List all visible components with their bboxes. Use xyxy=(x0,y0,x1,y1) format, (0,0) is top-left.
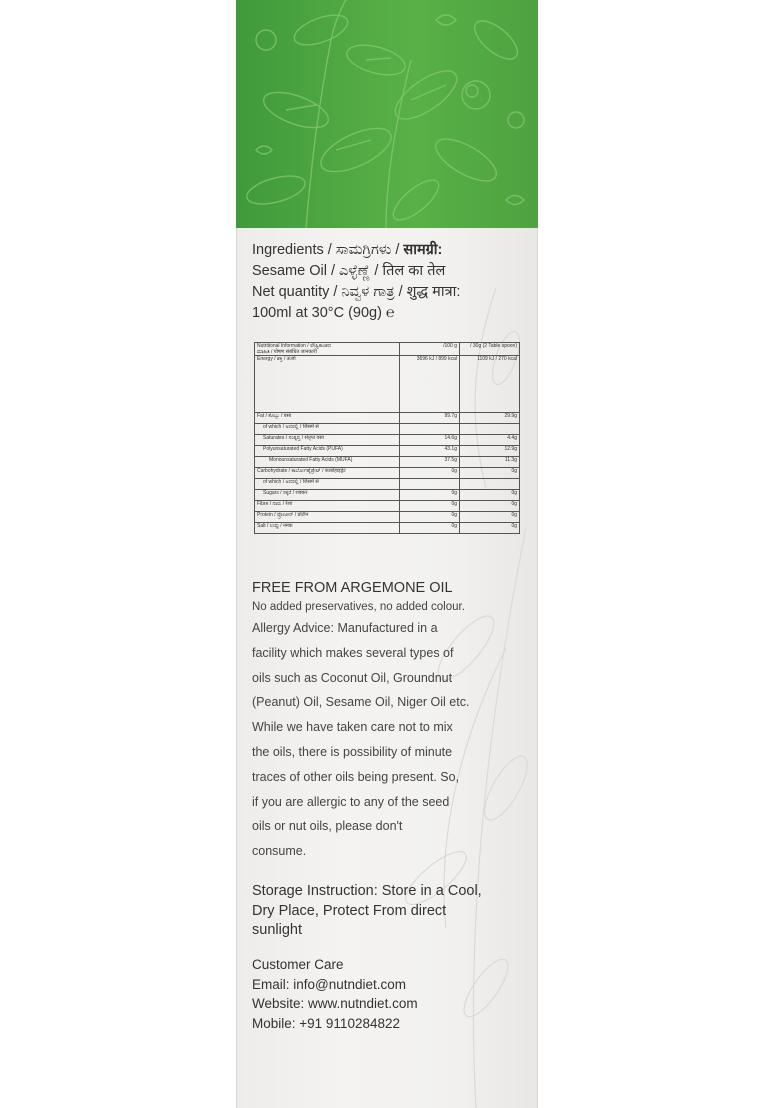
net-quantity-value: 100ml at 30°C (90g) ℮ xyxy=(252,305,395,321)
nutrition-row xyxy=(255,424,520,435)
nutrient-value-per100: 0g xyxy=(400,512,460,523)
allergy-line: Allergy Advice: Manufactured in a xyxy=(252,621,438,635)
ingredients-value: Sesame Oil / ಎಳ್ಳೆಣ್ಣೆ / तिल का तेल xyxy=(252,263,446,279)
nutrition-row xyxy=(255,457,520,468)
allergy-line: facility which makes several types of xyxy=(252,645,454,660)
nutrient-value-perserving: 12.9g xyxy=(460,446,520,457)
allergy-line: consume. xyxy=(252,844,307,859)
nutrient-value-perserving xyxy=(460,479,520,490)
nutrition-row xyxy=(255,435,520,446)
nutrient-value-perserving: 0g xyxy=(460,512,520,523)
nutrient-name: of which / ಅದರಲ್ಲಿ / जिसमें से xyxy=(255,424,400,435)
customer-care-block xyxy=(252,955,418,1033)
nutrition-row xyxy=(255,501,520,512)
nutrient-name: Fat / ಕೊಬ್ಬು / वसा xyxy=(255,413,400,424)
nutrition-row xyxy=(255,512,520,523)
allergy-line: oils such as Coconut Oil, Groundnut xyxy=(252,670,453,685)
nutrient-name: Saturates / ಸಂತೃಪ್ತ / संतृप्त वसा xyxy=(255,435,400,446)
nutrition-header-label: Nutritional Information / ಪೌಷ್ಟಿಕಾಂಶದ ಮಾಹಿತಿ / पोषण संबंधित जानकारी xyxy=(255,343,400,356)
nutrition-header-row xyxy=(255,343,520,356)
allergy-advice xyxy=(252,616,500,864)
nutrition-row xyxy=(255,468,520,479)
allergy-line: if you are allergic to any of the seed xyxy=(252,794,450,809)
nutrient-name: Salt / ಉಪ್ಪು / नमक xyxy=(255,523,400,534)
nutrient-name: of which / ಅದರಲ್ಲಿ / जिसमें से xyxy=(255,479,400,490)
customer-care-mobile: Mobile: +91 9110284822 xyxy=(252,1015,400,1031)
nutrient-value-perserving: 0g xyxy=(460,490,520,501)
nutrient-value-per100: 99.7g xyxy=(400,413,460,424)
nutrient-value-per100: 3696 kJ / 899 kcal xyxy=(400,356,460,413)
nutrient-value-per100: 0g xyxy=(400,490,460,501)
net-quantity-label: Net quantity / ನಿವ್ವಳ ಗಾತ್ರ / शुद्ध मात्रा: xyxy=(252,284,461,300)
nutrition-header-per100: /100 g xyxy=(400,343,460,356)
nutrient-value-per100 xyxy=(400,424,460,435)
nutrient-value-perserving: 0g xyxy=(460,523,520,534)
nutrient-name: Energy / ಶಕ್ತಿ / ऊर्जा xyxy=(255,356,400,413)
nutrition-row xyxy=(255,490,520,501)
nutrient-name: Monounsaturated Fatty Acids (MUFA) xyxy=(255,457,400,468)
nutrient-value-per100: 14.6g xyxy=(400,435,460,446)
nutrient-name: Protein / ಪ್ರೋಟೀನ್ / प्रोटीन xyxy=(255,512,400,523)
nutrient-value-per100: 0g xyxy=(400,523,460,534)
nutrient-value-perserving: 4.4g xyxy=(460,435,520,446)
nutrient-value-perserving: 1109 kJ / 270 kcal xyxy=(460,356,520,413)
ingredients-label: Ingredients / ಸಾಮಗ್ರಿಗಳು / सामग्री: xyxy=(252,242,443,258)
nutrient-value-per100: 43.1g xyxy=(400,446,460,457)
green-leaf-band xyxy=(236,0,538,228)
nutrient-value-perserving: 29.9g xyxy=(460,413,520,424)
nutrient-name: Fibre / ನಾರು / रेशा xyxy=(255,501,400,512)
allergy-line: (Peanut) Oil, Sesame Oil, Niger Oil etc. xyxy=(252,695,470,710)
customer-care-email: Email: info@nutndiet.com xyxy=(252,976,407,992)
nutrition-row xyxy=(255,413,520,424)
nutrition-row xyxy=(255,446,520,457)
nutrition-table xyxy=(254,342,520,534)
allergy-line: traces of other oils being present. So, xyxy=(252,769,460,784)
nutrient-value-perserving xyxy=(460,424,520,435)
allergy-line: oils or nut oils, please don't xyxy=(252,819,403,834)
customer-care-title: Customer Care xyxy=(252,957,344,972)
package-side-panel xyxy=(236,0,538,1108)
allergy-line: the oils, there is possibility of minute xyxy=(252,744,453,759)
nutrition-row xyxy=(255,523,520,534)
ingredients-block xyxy=(252,240,532,324)
nutrient-value-perserving: 11.3g xyxy=(460,457,520,468)
storage-instruction: Storage Instruction: Store in a Cool, Dry Place, Protect From direct sunlight xyxy=(252,883,482,938)
nutrient-value-per100: 37.5g xyxy=(400,457,460,468)
nutrition-header-perserving: / 30g (2 Table spoon) xyxy=(460,343,520,356)
nutrient-value-per100: 0g xyxy=(400,501,460,512)
nutrient-value-per100 xyxy=(400,479,460,490)
nutrient-value-perserving: 0g xyxy=(460,468,520,479)
allergy-line: While we have taken care not to mix xyxy=(252,720,453,735)
free-from-statement: FREE FROM ARGEMONE OIL xyxy=(252,580,453,596)
nutrition-row xyxy=(255,479,520,490)
customer-care-website: Website: www.nutndiet.com xyxy=(252,996,418,1011)
nutrient-value-per100: 0g xyxy=(400,468,460,479)
nutrient-value-perserving: 0g xyxy=(460,501,520,512)
leaf-illustration xyxy=(236,0,538,228)
nutrient-name: Polyunsaturated Fatty Acids (PUFA) xyxy=(255,446,400,457)
nutrient-name: Carbohydrate / ಕಾರ್ಬೋಹೈಡ್ರೇಟ್ / कार्बोहाइड्रेट xyxy=(255,468,400,479)
nutrient-name: Sugars / ಸಕ್ಕರೆ / शक्कर xyxy=(255,490,400,501)
no-added-statement: No added preservatives, no added colour. xyxy=(252,601,465,613)
nutrition-row xyxy=(255,356,520,413)
